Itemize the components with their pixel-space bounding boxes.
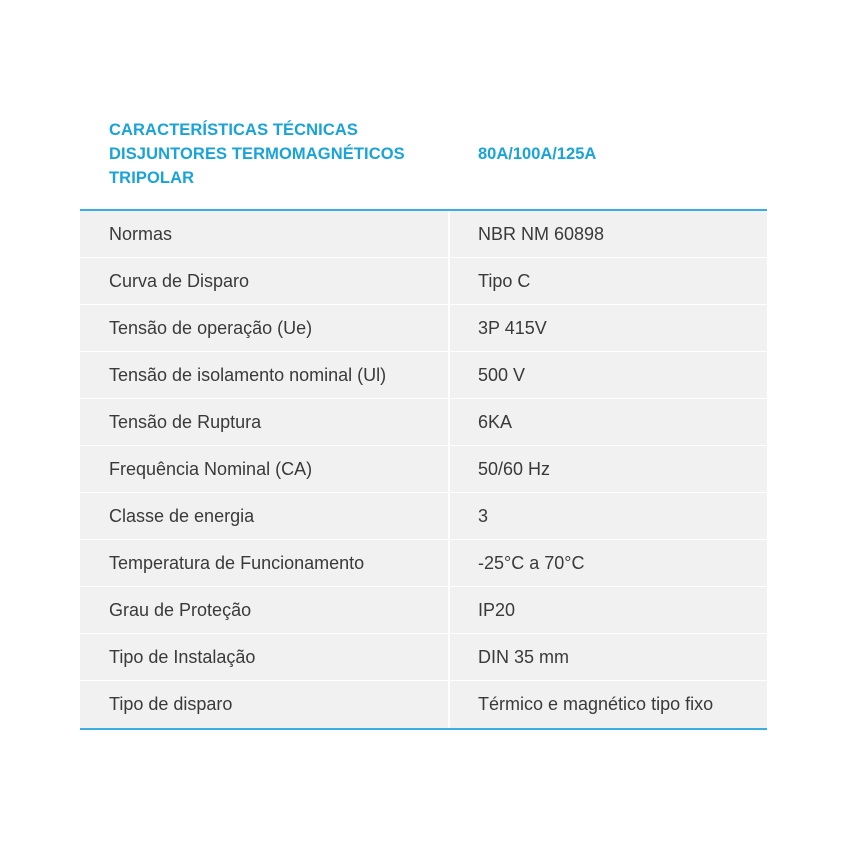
spec-value: DIN 35 mm <box>448 634 767 680</box>
spec-title-line: DISJUNTORES TERMOMAGNÉTICOS <box>109 145 405 163</box>
spec-table <box>80 211 767 728</box>
spec-label: Tipo de disparo <box>109 694 233 714</box>
table-row <box>80 540 767 587</box>
spec-value: NBR NM 60898 <box>448 211 767 257</box>
spec-value: -25°C a 70°C <box>448 540 767 586</box>
spec-label: Tensão de operação (Ue) <box>109 317 313 338</box>
table-row <box>80 587 767 634</box>
spec-label: Tensão de Ruptura <box>109 411 262 432</box>
spec-label: Classe de energia <box>109 505 255 526</box>
spec-title-line: CARACTERÍSTICAS TÉCNICAS <box>109 121 358 139</box>
table-row <box>80 681 767 728</box>
spec-value: 500 V <box>448 352 767 398</box>
table-row <box>80 399 767 446</box>
spec-value: Tipo C <box>448 258 767 304</box>
table-row <box>80 493 767 540</box>
spec-label: Temperatura de Funcionamento <box>109 552 365 573</box>
spec-label: Normas <box>109 223 173 244</box>
table-row <box>80 305 767 352</box>
spec-value: 50/60 Hz <box>448 446 767 492</box>
spec-value: 3 <box>448 493 767 539</box>
spec-title-line: TRIPOLAR <box>109 169 195 187</box>
spec-value: 3P 415V <box>448 305 767 351</box>
spec-label: Frequência Nominal (CA) <box>109 458 313 479</box>
spec-value: IP20 <box>448 587 767 633</box>
table-row <box>80 258 767 305</box>
spec-header <box>80 118 767 210</box>
spec-label: Grau de Proteção <box>109 599 252 620</box>
table-row <box>80 211 767 258</box>
spec-sheet <box>80 0 767 848</box>
spec-label: Tensão de isolamento nominal (Ul) <box>109 364 387 385</box>
spec-label: Curva de Disparo <box>109 270 250 291</box>
table-row <box>80 634 767 681</box>
table-row <box>80 446 767 493</box>
amperage-ratings: 80A/100A/125A <box>478 145 597 163</box>
spec-title <box>109 118 449 190</box>
table-bottom-divider <box>80 728 767 730</box>
spec-value: 6KA <box>448 399 767 445</box>
spec-label: Tipo de Instalação <box>109 646 256 667</box>
table-row <box>80 352 767 399</box>
spec-value: Térmico e magnético tipo fixo <box>448 681 767 728</box>
